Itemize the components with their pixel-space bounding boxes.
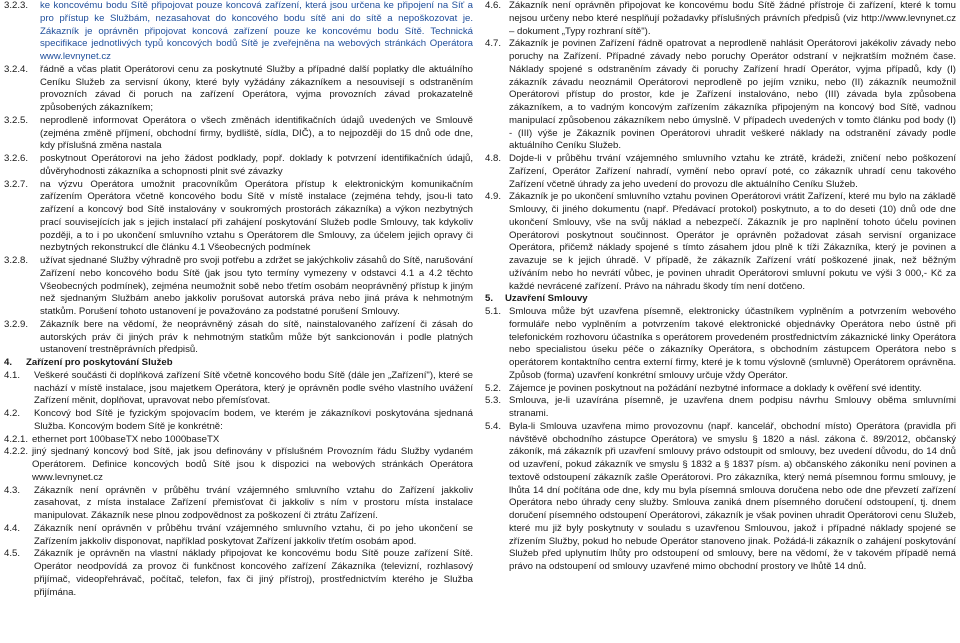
clause-number: 3.2.8.: [4, 255, 29, 266]
clause-3-2-3: [4, 0, 473, 64]
left-column: [4, 0, 481, 643]
clause-number: 4.2.2.: [4, 446, 29, 458]
clause-text: Dojde-li v průběhu trvání vzájemného smluvního vztahu ke ztrátě, krádeži, zničení nebo poškození Zařízení, Operátor Zařízení nahradí, vymění nebo opraví poté, co zákazník uhradí cenu takového Zařízení včetně úhrady za jeho uvedení do provozu dle aktuálního Ceníku Služeb.: [509, 153, 956, 190]
clause-4-4: [4, 523, 473, 549]
clause-number: 4.1.: [4, 369, 21, 381]
clause-number: 5.1.: [485, 306, 502, 317]
clause-5-3: [485, 395, 956, 421]
clause-4-2-1: [4, 434, 473, 447]
clause-number: 3.2.4.: [4, 63, 29, 75]
clause-text: neprodleně informovat Operátora o všech změnách identifikačních údajů uvedených ve Smlouvě (zejména změně příjmení, obchodní firmy, bydliště, sídla, DIČ), a to nejpozději do 15 dnů ode dne, kdy příslušná změna nastala: [40, 114, 473, 152]
clause-4-9: [485, 191, 956, 293]
clause-text: jiný sjednaný koncový bod Sítě, jak jsou definovány v příslušném Provozním řádu Služby vydaném Operátorem. Definice koncových bodů Sítě jsou k dispozici na webových stránkách Operátora www.levnynet.cz: [32, 446, 473, 483]
clause-4-7: [485, 38, 956, 153]
clause-number: 4.2.: [4, 408, 21, 419]
clause-number: 5.2.: [485, 382, 502, 394]
clause-number: 4.5.: [4, 548, 21, 560]
clause-text: Zájemce je povinen poskytnout na požádání nezbytné informace a doklady k ověření své identity.: [509, 382, 922, 394]
clause-text: ke koncovému bodu Sítě připojovat pouze koncová zařízení, která jsou určena ke připojení na Síť a pro přístup ke Službám, nezasahovat do koncového bodu sítě ani do sítě a nepoškozovat je. Zákazník je oprávněn připojovat koncová zařízení pouze ke koncovému bodu Sítě. Technická specifikace jednotlivých typů koncových bodů Sítě je zveřejněna na webových stránkách Operátora www.levnynet.cz: [40, 0, 473, 62]
section-number: 4.: [4, 357, 13, 368]
clause-text: Veškeré součásti či doplňková zařízení Sítě včetně koncového bodu Sítě (dále jen „Zařízení"), které se nachází v místě instalace, jsou majetkem Operátora, který je oprávněn podle svého vlastního uvážení Zařízení měnit, doplňovat, upravovat nebo přemísťovat.: [34, 369, 473, 407]
section-title: Zařízení pro poskytování Služeb: [26, 357, 173, 368]
clause-4-5: [4, 548, 473, 599]
right-column: [481, 0, 956, 643]
clause-number: 4.9.: [485, 191, 502, 203]
clause-text: Zákazník není oprávněn připojovat ke koncovému bodu Sítě žádné přístroje či zařízení, které k tomu nejsou určeny nebo které nesplňují požadavky příslušných právních předpisů (viz http://www.levnynet.cz – dokument „Typy rozhraní sítě").: [509, 0, 956, 37]
clause-4-6: [485, 0, 956, 38]
clause-3-2-5: [4, 115, 473, 153]
clause-text: Zákazník je povinen Zařízení řádně opatrovat a neprodleně nahlásit Operátorovi jakékoliv závady nebo poruchy na Zařízení. Případné závady nebo poruchy Operátor odstraní v nejkratším možném čase. Náklady spojené s odstraněním závady či poruchy Zařízení hradí Operátor, vyjma případů, kdy (I) zákazník závadu neoznámil Operátorovi neprodleně po jejím vzniku, nebo (II) zákazník neumožnil Operátorovi přístup do prostor, kde je Zařízení instalováno, nebo (III) závada byla způsobena zákazníkem, a to vadným koncovým zařízením zákazníka připojeným na koncový bod Sítě, vadnou manipulací způsobenou zákazníkem nebo úmyslně. V případech uvedených v tomto článku pod body (I) - (III) výše je Zákazník povinen Operátorovi uhradit veškeré náklady na odstranění závady podle aktuálního Ceníku Služeb.: [509, 38, 956, 152]
clause-3-2-6: [4, 153, 473, 179]
clause-4-1: [4, 370, 473, 408]
clause-number: 4.4.: [4, 522, 21, 534]
clause-number: 4.8.: [485, 153, 502, 164]
clause-4-2-2: [4, 446, 473, 484]
clause-text: řádně a včas platit Operátorovi cenu za poskytnuté Služby a případné další poplatky dle aktuálního Ceníku Služeb za servisní úkony, které byly vyžádány zákazníkem a nesouvisejí s odstraněním provozních závad či poruch na zařízení Operátora, vyjma provozních závad prokazatelně způsobených zákazníkem;: [40, 63, 473, 113]
clause-3-2-7: [4, 179, 473, 256]
clause-number: 5.4.: [485, 420, 502, 432]
clause-number: 4.2.1.: [4, 433, 29, 445]
section-title: Uzavření Smlouvy: [505, 293, 588, 305]
clause-text: Zákazník je po ukončení smluvního vztahu povinen Operátorovi vrátit Zařízení, které mu bylo na základě Smlouvy, či jiného dokumentu (např. Předávací protokol) poskytnuto, a to do deseti (10) dnů ode dne ukončení Smlouvy, vše na svůj náklad a nebezpečí. Zákazník je pro naplnění tohoto účelu povinen Operátorovi poskytnout součinnost. Operátor je oprávněn požadovat zásah servisní organizace Operátora, přičemž náklady spojené s tímto zásahem jdou plně k tíži Zákazníka, který je povinen a zavazuje se k jejich úhradě. V případě, že zákazník Zařízení vrátí poškozené jinak, než běžným užíváním nebo ho nevrátí vůbec, je povinen uhradit Operátorovi smluvní pokutu ve výši 3 000,- Kč za každé nevrácené zařízení. Právo na náhradu škody tím není dotčeno.: [509, 191, 956, 292]
clause-3-2-4: [4, 64, 473, 115]
clause-5-1: [485, 306, 956, 383]
clause-text: Zákazník bere na vědomí, že neoprávněný zásah do sítě, nainstalovaného zařízení či zásah do autorských práv či jiných práv k nehmotným statkům může být sankcionován i podle platných ustanovení trestněprávních předpisů.: [40, 318, 473, 356]
clause-4-3: [4, 485, 473, 523]
clause-text: Koncový bod Sítě je fyzickým spojovacím bodem, ve kterém je zákazníkovi poskytována sjednaná Služba. Koncovým bodem Sítě je konkrétně:: [34, 408, 473, 432]
clause-3-2-8: [4, 255, 473, 319]
section-heading-4: [4, 357, 473, 370]
clause-number: 3.2.3.: [4, 0, 29, 11]
clause-number: 3.2.9.: [4, 318, 29, 330]
clause-3-2-9: [4, 319, 473, 357]
clause-text: užívat sjednané Služby výhradně pro svoji potřebu a zdržet se jakýchkoliv zásahů do Sítě, narušování Zařízení nebo koncového bodu Sítě (jak jsou tyto termíny vymezeny v odstavci 4.1 a 4.2 těchto Všeobecných podmínek), zejména neumožnit sobě nebo třetím osobám neoprávněný přístup k jiným než sjednaným Službám anebo jakkoliv porušovat autorská práva nebo jiná práva k nehmotným statkům. Porušení tohoto ustanovení je považováno za podstatné porušení Smlouvy.: [40, 255, 473, 317]
clause-text: na výzvu Operátora umožnit pracovníkům Operátora přístup k elektronickým komunikačním zařízením Operátora včetně koncového bodu Sítě v místě instalace (zejména tehdy, jsou-li tato zařízení a koncový bod Sítě instalovány v soukromých prostorách zákazníka) a výkon nezbytných prací souvisejících jak s jejich instalací při zahájení poskytování Služeb podle Smlouvy, tak kdykoliv později, a to i po ukončení smluvního vztahu s Operátorem dle Smlouvy, za účelem jejich opravy či nezbytných rekonstrukcí dle článku 4.1 Všeobecných podmínek: [40, 178, 473, 254]
clause-number: 3.2.5.: [4, 114, 29, 126]
clause-text: Smlouva, je-li uzavírána písemně, je uzavřena dnem podpisu návrhu Smlouvy oběma smluvními stranami.: [509, 395, 956, 419]
clause-number: 4.3.: [4, 484, 21, 496]
clause-number: 3.2.6.: [4, 153, 29, 164]
clause-text: Byla-li Smlouva uzavřena mimo provozovnu (např. kancelář, obchodní místo) Operátora (pravidla při návštěvě obchodního zástupce Operátora) ve smyslu § 1820 a násl. zákona č. 89/2012, občanský zákoník, má zákazník při uzavření smlouvy právo odstoupit od smlouvy, bez uvedení důvodu, do 14 dnů od uzavření, pokud zákazník ve smyslu § 1832 a § 1837 písm. a) občanského zákoníku není povinen a textově odstoupení zákazník zašle Operátorovi. Pro zákazníka, který nemá písemnou formu smlouvy, je lhůta 14 dní počítána ode dne, kdy mu byla písemná smlouva doručena nebo ode dne převzetí zařízení Operátora nebo úhrady ceny služby. Smlouva zaniká dnem písemného doručení odstoupení, tj. dnem doručení písemného odstoupení Operátorovi, zákazník je však povinen uhradit Operátorovi cenu Služeb, které mu již byly poskytnuty v souladu s uzavřenou Smlouvou, jakož i případné náklady spojené se zřízením Služby, pokud ho nebude Operátor stanoveno jinak. Požádá-li zákazník o zahájení poskytování Služeb před uplynutím lhůty pro odstoupení od smlouvy, bere na vědomí, že v takovém případě nemá právo na odstoupení od smlouvy uzavřené mimo obchodní prostory ve lhůtě 14 dnů.: [509, 420, 956, 572]
clause-text: Zákazník není oprávněn v průběhu trvání vzájemného smluvního vztahu, či po jeho ukončení se Zařízením jakkoliv disponovat, například poskytovat Zařízení jakkoliv třetím osobám apod.: [34, 522, 473, 547]
clause-text: poskytnout Operátorovi na jeho žádost podklady, popř. doklady k potvrzení identifikačních údajů, důvěryhodnosti zákazníka a schopnosti plnit své závazky: [40, 153, 473, 177]
section-heading-5: [485, 293, 956, 306]
clause-text: Smlouva může být uzavřena písemně, elektronicky účastníkem vyplněním a potvrzením webového formuláře nebo vyplněním a potvrzením takové elektronické objednávky Operátora nebo ústně při telefonickém rozhovoru účastníka s operátorem provedeném prostřednictvím zákaznické linky Operátora nebo specialistou úseku péče o zákazníky Operátora, s obchodním zástupcem Operátora nebo s operátorem kontaktního centra externí firmy, které je k tomu výslovně (smluvně) Operátorem oprávněna. Způsob (forma) uzavření konkrétní smlouvy určuje vždy Operátor.: [509, 306, 956, 381]
clause-5-2: [485, 383, 956, 396]
clause-number: 4.6.: [485, 0, 502, 11]
clause-number: 3.2.7.: [4, 178, 29, 190]
clause-4-2: [4, 408, 473, 434]
clause-number: 5.3.: [485, 395, 502, 407]
clause-text: Zákazník je oprávněn na vlastní náklady připojovat ke koncovému bodu Sítě pouze zařízení Sítě. Operátor neodpovídá za provoz či funkčnost koncového zařízení Zákazníka (televizní, rozhlasový přijímač, videopřehrávač, počítač, telefon, fax či jiný přístroj), prostřednictvím kterého je Služba přijímána.: [34, 548, 473, 598]
clause-text: Zákazník není oprávněn v průběhu trvání vzájemného smluvního vztahu do Zařízení jakkoliv zasahovat, z místa instalace Zařízení přemisťovat či jakkoliv s ním v prostoru místa instalace manipulovat. Zákazník nese plnou zodpovědnost za poškození či ztrátu Zařízení.: [34, 484, 473, 521]
clause-number: 4.7.: [485, 38, 502, 50]
clause-4-8: [485, 153, 956, 191]
clause-text: ethernet port 100baseTX nebo 1000baseTX: [32, 433, 220, 445]
section-number: 5.: [485, 293, 494, 305]
clause-5-4: [485, 421, 956, 574]
